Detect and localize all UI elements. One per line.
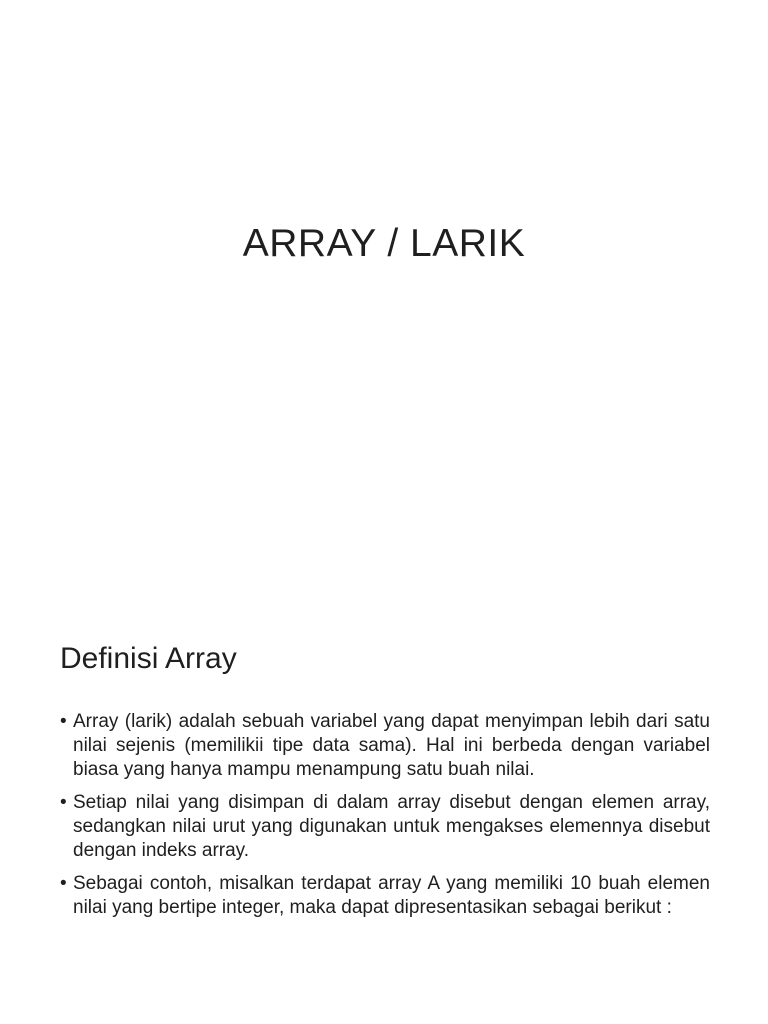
bullet-marker: • (60, 711, 67, 732)
bullet-list (60, 710, 710, 929)
bullet-item (60, 710, 710, 782)
bullet-text: Sebagai contoh, misalkan terdapat array A yang memiliki 10 buah elemen nilai yang bertipe integer, maka dapat dipresentasikan sebagai berikut : (73, 873, 710, 918)
bullet-text: Array (larik) adalah sebuah variabel yang dapat menyimpan lebih dari satu nilai sejenis (memilikii tipe data sama). Hal ini berbeda dengan variabel biasa yang hanya mampu menampung satu buah nilai. (73, 711, 710, 780)
bullet-marker: • (60, 873, 67, 894)
slide-title-text: ARRAY / LARIK (242, 222, 526, 265)
section-heading: Definisi Array (60, 642, 237, 675)
bullet-text: Setiap nilai yang disimpan di dalam array disebut dengan elemen array, sedangkan nilai urut yang digunakan untuk mengakses elemennya disebut dengan indeks array. (73, 792, 710, 861)
bullet-item (60, 791, 710, 863)
bullet-marker: • (60, 792, 67, 813)
slide-definition (0, 576, 768, 1024)
bullet-item (60, 872, 710, 920)
